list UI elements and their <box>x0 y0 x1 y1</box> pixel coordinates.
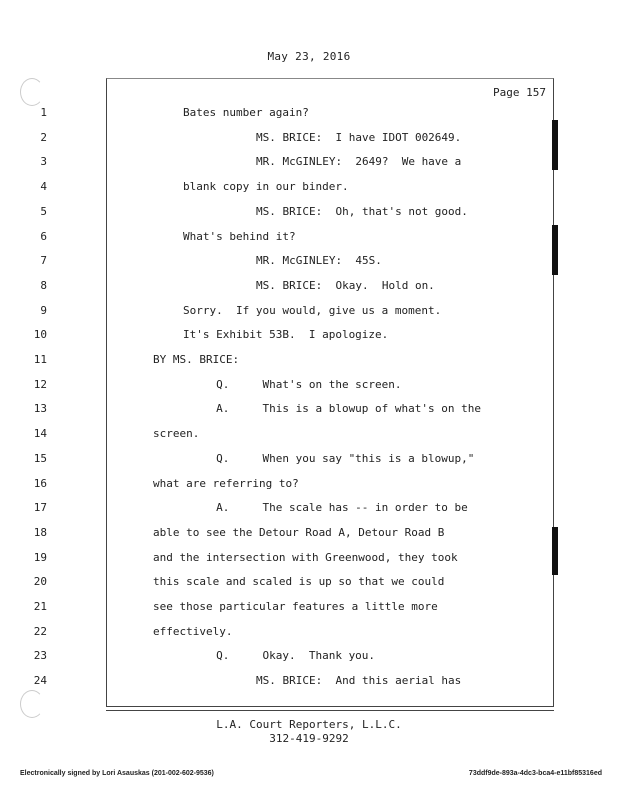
line-number: 22 <box>33 624 47 638</box>
transcript-frame-bottom <box>106 706 554 711</box>
footer-phone: 312-419-9292 <box>269 732 349 745</box>
line-text: effectively. <box>153 624 233 638</box>
transcript-line <box>33 402 552 427</box>
line-number: 2 <box>40 130 47 144</box>
punch-hole-top <box>20 78 44 106</box>
line-text: Q. When you say "this is a blowup," <box>183 451 475 465</box>
margin-bar <box>552 225 558 275</box>
line-text: blank copy in our binder. <box>183 180 349 194</box>
line-text: MS. BRICE: Oh, that's not good. <box>256 204 468 218</box>
line-text: MS. BRICE: And this aerial has <box>256 674 462 688</box>
margin-bar <box>552 120 558 170</box>
transcript-line <box>33 476 552 502</box>
line-text: this scale and scaled is up so that we could <box>153 575 445 589</box>
line-number: 11 <box>33 353 47 366</box>
line-text: What's behind it? <box>183 229 296 243</box>
line-number: 4 <box>40 180 47 194</box>
transcript-line <box>40 229 552 255</box>
line-text: MR. McGINLEY: 2649? We have a <box>256 155 462 169</box>
line-number: 23 <box>33 649 47 663</box>
punch-hole-bottom <box>20 690 44 718</box>
electronic-signature: Electronically signed by Lori Asauskas (201-002-602-9536) <box>20 770 214 777</box>
line-text: see those particular features a little more <box>153 600 438 613</box>
line-number: 6 <box>40 229 47 243</box>
line-text: what are referring to? <box>153 476 299 490</box>
transcript-line <box>33 353 552 378</box>
transcript-line <box>40 106 552 131</box>
line-number: 18 <box>33 525 47 539</box>
margin-bar <box>552 527 558 575</box>
transcript-line <box>33 328 552 353</box>
transcript-line <box>40 180 552 205</box>
transcript-line <box>33 674 552 699</box>
line-text: and the intersection with Greenwood, they took <box>153 550 458 564</box>
line-number: 20 <box>33 575 47 589</box>
line-number: 1 <box>40 106 47 119</box>
line-text: A. This is a blowup of what's on the <box>183 402 482 416</box>
transcript-line <box>33 525 552 551</box>
transcript-line <box>40 303 552 329</box>
line-text: Q. Okay. Thank you. <box>183 649 376 663</box>
line-number: 9 <box>40 303 47 317</box>
line-number: 15 <box>33 451 47 465</box>
line-text: It's Exhibit 53B. I apologize. <box>183 328 389 342</box>
transcript-line <box>40 155 552 180</box>
line-text: BY MS. BRICE: <box>153 353 240 366</box>
header-date: May 23, 2016 <box>267 50 351 63</box>
line-number: 24 <box>33 674 47 688</box>
transcript-line <box>33 649 552 674</box>
transcript-line <box>40 254 552 279</box>
transcript-line <box>33 600 552 625</box>
line-number: 7 <box>40 254 47 268</box>
transcript-line <box>33 501 552 526</box>
transcript-line <box>33 377 552 403</box>
transcript-line <box>33 624 552 650</box>
line-number: 13 <box>33 402 47 416</box>
line-number: 3 <box>40 155 47 169</box>
line-number: 10 <box>33 328 47 342</box>
line-number: 14 <box>33 427 47 441</box>
document-id: 73ddf9de-893a-4dc3-bca4-e11bf85316ed <box>468 770 602 777</box>
transcript-line <box>33 550 552 576</box>
line-text: A. The scale has -- in order to be <box>183 501 468 515</box>
line-number: 17 <box>33 501 47 515</box>
transcript-line <box>33 575 552 600</box>
line-text: MS. BRICE: Okay. Hold on. <box>256 278 435 292</box>
transcript-line <box>40 278 552 304</box>
line-text: MS. BRICE: I have IDOT 002649. <box>256 130 462 144</box>
line-number: 16 <box>33 476 47 490</box>
line-text: Sorry. If you would, give us a moment. <box>183 303 442 317</box>
footer-company: L.A. Court Reporters, L.L.C. <box>216 718 402 731</box>
line-text: Q. What's on the screen. <box>183 377 402 391</box>
transcript-line <box>33 451 552 477</box>
line-text: screen. <box>153 427 200 441</box>
transcript-line <box>40 204 552 230</box>
line-text: Bates number again? <box>183 106 309 119</box>
line-number: 19 <box>33 550 47 564</box>
line-number: 8 <box>40 278 47 292</box>
line-text: able to see the Detour Road A, Detour Road B <box>153 525 445 539</box>
transcript-line <box>40 130 552 156</box>
page-number: Page 157 <box>493 86 546 99</box>
line-number: 5 <box>40 204 47 218</box>
line-number: 12 <box>33 377 47 391</box>
line-number: 21 <box>33 600 47 613</box>
line-text: MR. McGINLEY: 45S. <box>256 254 382 268</box>
transcript-line <box>33 427 552 452</box>
